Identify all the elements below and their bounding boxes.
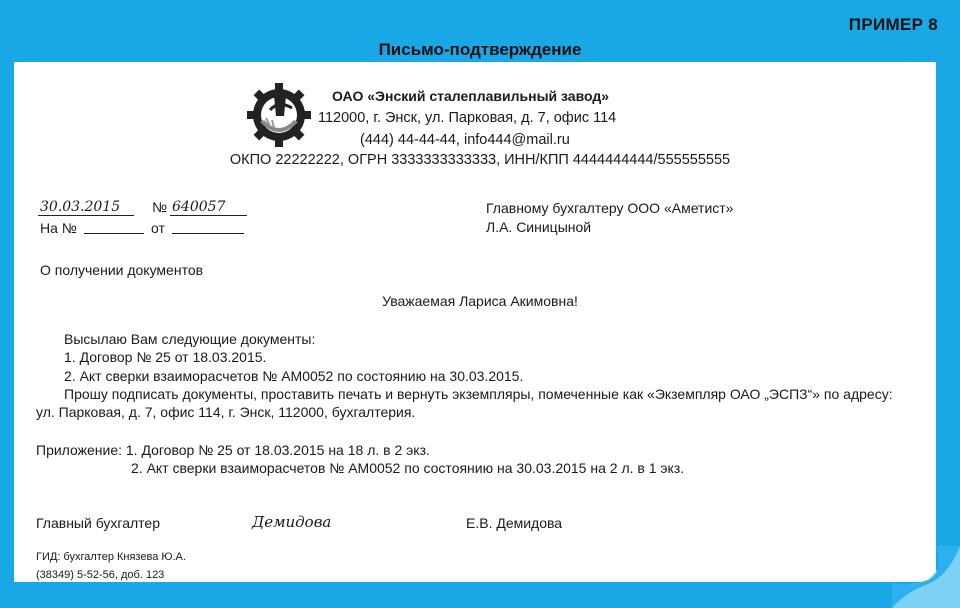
letter-number: 640057 <box>170 198 247 216</box>
attachment-line1: Приложение: 1. Договор № 25 от 18.03.2015 на 18 л. в 2 экз. <box>36 442 430 458</box>
recipient-line1: Главному бухгалтеру ООО «Аметист» <box>486 200 734 216</box>
body-intro: Высылаю Вам следующие документы: <box>64 331 316 347</box>
letter-subject: О получении документов <box>40 262 204 278</box>
reference-number-blank <box>84 219 144 234</box>
body-item-2: 2. Акт сверки взаиморасчетов № АМ0052 по состоянию на 30.03.2015. <box>64 368 524 384</box>
attachment-line2: 2. Акт сверки взаиморасчетов № АМ0052 по состоянию на 30.03.2015 на 2 л. в 1 экз. <box>131 460 685 476</box>
executor-phone: (38349) 5-52-56, доб. 123 <box>36 569 165 581</box>
body-item-1: 1. Договор № 25 от 18.03.2015. <box>64 349 267 365</box>
body-request: Прошу подписать документы, проставить печать и вернуть экземпляры, помеченные как «Экземпляр ОАО „ЭСПЗ“» по адресу: <box>64 386 893 402</box>
handwritten-signature: Демидова <box>252 513 332 531</box>
recipient-line2: Л.А. Синицыной <box>486 219 592 235</box>
reference-from-label: от <box>151 220 165 236</box>
salutation: Уважаемая Лариса Акимовна! <box>382 293 578 309</box>
example-label: ПРИМЕР 8 <box>848 15 938 34</box>
signatory-name: Е.В. Демидова <box>466 515 563 531</box>
body-request-cont: ул. Парковая, д. 7, офис 114, г. Энск, 112000, бухгалтерия. <box>36 404 416 420</box>
reference-label: На № <box>40 220 77 236</box>
signatory-position: Главный бухгалтер <box>36 515 160 531</box>
document-title: Письмо-подтверждение <box>378 40 582 59</box>
company-contacts: (444) 44-44-44, info444@mail.ru <box>360 132 570 148</box>
company-requisites: ОКПО 22222222, ОГРН 3333333333333, ИНН/КПП 4444444444/555555555 <box>229 152 731 168</box>
gear-ladle-logo-icon <box>246 82 312 148</box>
reference-date-blank <box>172 219 244 234</box>
page-curl <box>892 546 960 608</box>
letter-date: 30.03.2015 <box>38 198 134 216</box>
company-address: 112000, г. Энск, ул. Парковая, д. 7, офис 114 <box>318 110 617 126</box>
executor-name: ГИД: бухгалтер Князева Ю.А. <box>36 551 186 563</box>
company-name: ОАО «Энский сталеплавильный завод» <box>332 88 610 104</box>
letter-number-label: № <box>152 199 168 215</box>
